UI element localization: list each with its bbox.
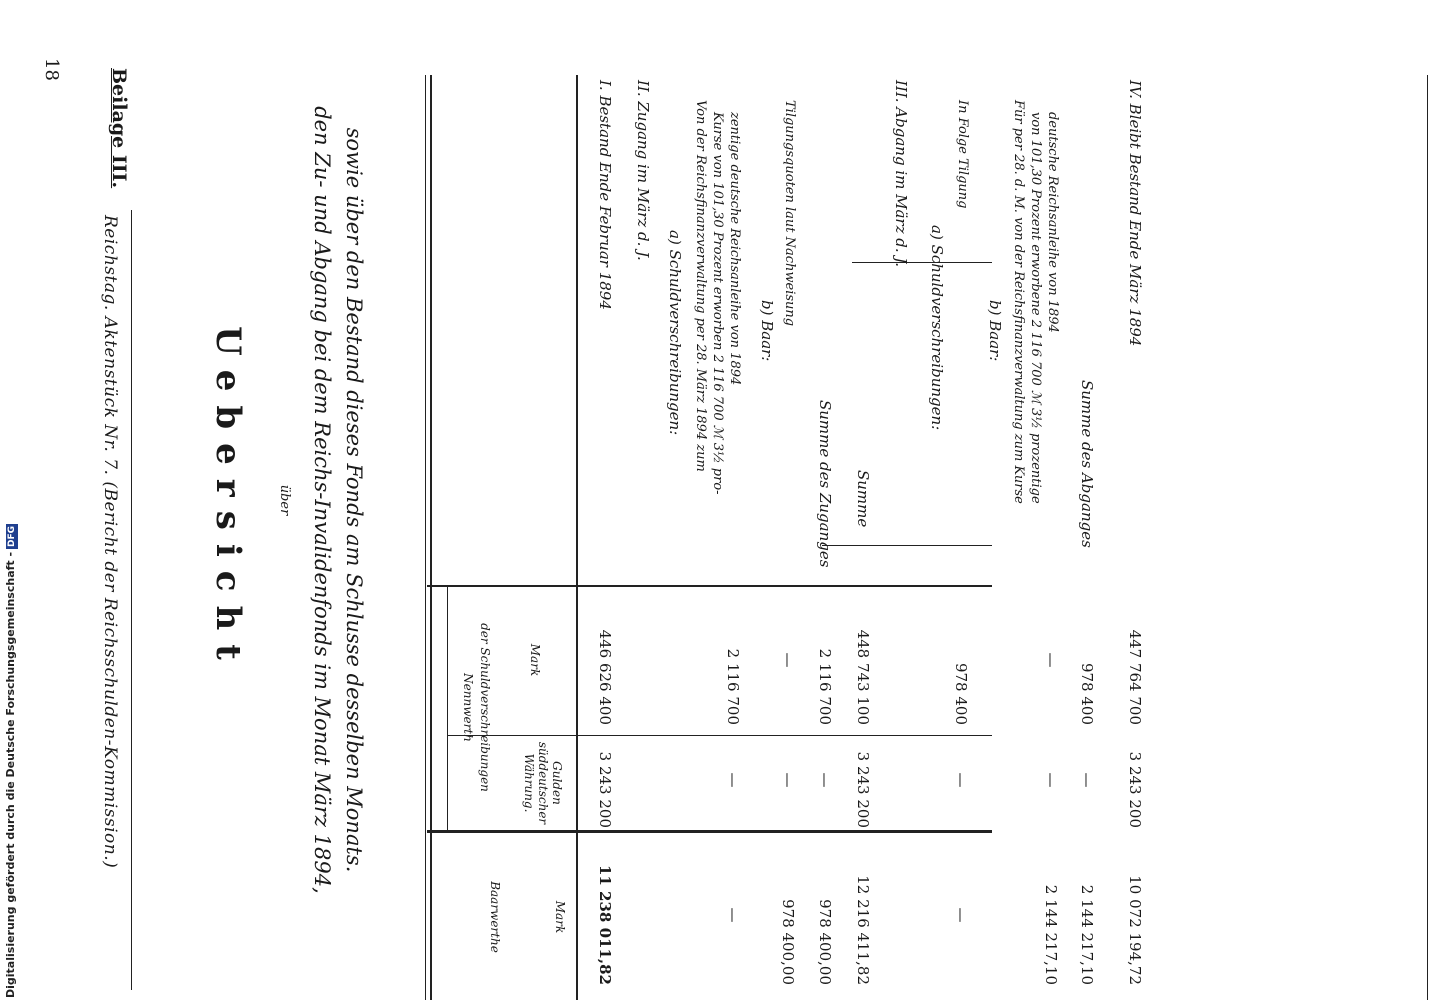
cell-bestand-maerz-gulden: 3 243 200 [1126, 751, 1144, 828]
row-zugang-a-text-2: Kurse von 101,30 Prozent erworben 2 116 700 ℳ 3½ pro- [710, 112, 725, 495]
row-abgang-b-text-3: deutsche Reichsanleihe von 1894 [1045, 112, 1060, 333]
header-subrule [447, 585, 448, 830]
row-zugang-a-heading: a) Schuldverschreibungen: [666, 230, 684, 436]
sum-zugang-rule [822, 545, 992, 546]
row-summe: Summe [854, 470, 872, 528]
row-abgang-a-heading: a) Schuldverschreibungen: [928, 225, 946, 431]
cell-abgang-a-baar: — [952, 907, 970, 923]
row-zugang-b-heading: b) Baar: [758, 300, 776, 362]
cell-abgang-b-gulden: — [1042, 772, 1060, 788]
cell-bestand-februar-baar: 11 238 011,82 [596, 864, 614, 985]
cell-summe-zugang-mark: 2 116 700 [816, 648, 834, 725]
col-header-schuldverschreibungen: der Schuldverschreibungen [478, 623, 492, 792]
document-title: Uebersicht [208, 326, 248, 674]
row-summe-zugang: Summe des Zuganges [816, 400, 834, 568]
row-bestand-februar: I. Bestand Ende Februar 1894 [596, 80, 614, 310]
column-divider-baar [427, 830, 992, 833]
table-top-rule-2 [425, 75, 426, 1000]
col-header-nennwerth: Nennwerth [461, 673, 475, 742]
cell-zugang-b-baar: 978 400,00 [779, 899, 797, 985]
cell-zugang-a-baar: — [724, 907, 742, 923]
row-zugang-a-text-3: zentige deutsche Reichsanleihe von 1894 [727, 112, 742, 386]
cell-bestand-maerz-baar: 10 072 194,72 [1126, 875, 1144, 985]
page-bottom-edge [1427, 75, 1428, 1000]
cell-summe-gulden: 3 243 200 [854, 751, 872, 828]
title-connector: über [277, 484, 292, 516]
cell-summe-abgang-gulden: — [1078, 772, 1096, 788]
row-zugang-a-text-1: Von der Reichsfinanzverwaltung per 28. März 1894 zum [693, 100, 708, 472]
cell-summe-zugang-baar: 978 400,00 [816, 899, 834, 985]
header-bottom-rule [576, 75, 578, 1000]
cell-abgang-a-gulden: — [952, 772, 970, 788]
subtitle-line-1: den Zu- und Abgang bei dem Reichs-Invalidenfonds im Monat März 1894, [310, 106, 334, 894]
sum-abgang-rule [852, 262, 992, 263]
cell-abgang-b-mark: — [1042, 652, 1060, 668]
dfg-logo: DFG [7, 525, 17, 547]
cell-zugang-b-gulden: — [779, 772, 797, 788]
cell-zugang-a-mark: 2 116 700 [724, 648, 742, 725]
cell-summe-mark: 448 743 100 [854, 629, 872, 725]
cell-summe-zugang-gulden: — [816, 772, 834, 788]
cell-abgang-a-mark: 978 400 [952, 662, 970, 725]
row-abgang-b-heading: b) Baar: [986, 300, 1004, 362]
cell-bestand-februar-gulden: 3 243 200 [596, 751, 614, 828]
row-zugang-heading: II. Zugang im März d. J. [634, 80, 652, 261]
digitization-credit [4, 524, 18, 998]
cell-abgang-b-baar: 2 144 217,10 [1042, 884, 1060, 985]
table-top-rule [430, 75, 432, 1000]
digitization-credit-text: Digitalisierung gefördert durch die Deutsche Forschungsgemeinschaft - [4, 551, 17, 998]
cell-summe-baar: 12 216 411,82 [854, 875, 872, 985]
cell-summe-abgang-baar: 2 144 217,10 [1078, 884, 1096, 985]
cell-summe-abgang-mark: 978 400 [1078, 662, 1096, 725]
row-abgang-b-text-1: Für per 28. d. M. von der Reichsfinanzverwaltung zum Kurse [1011, 100, 1026, 504]
column-divider-label [427, 585, 992, 587]
header-rule [131, 210, 132, 990]
cell-bestand-februar-mark: 446 626 400 [596, 629, 614, 725]
cell-zugang-a-gulden: — [724, 772, 742, 788]
row-bestand-maerz: IV. Bleibt Bestand Ende März 1894 [1126, 80, 1144, 347]
col-header-gulden: Gulden süddeutscher Währung. [522, 741, 564, 825]
col-header-mark-baar: Mark [553, 900, 567, 934]
page-number: 18 [41, 58, 62, 81]
beilage-label: Beilage III. [108, 68, 130, 189]
row-abgang-a-text: In Folge Tilgung [955, 100, 970, 209]
subtitle-line-2: sowie über den Bestand dieses Fonds am Schlusse desselben Monats. [342, 127, 366, 873]
row-abgang-heading: III. Abgang im März d. J. [892, 80, 910, 268]
column-divider-gulden [447, 735, 992, 736]
cell-bestand-maerz-mark: 447 764 700 [1126, 629, 1144, 725]
cell-zugang-b-mark: — [779, 652, 797, 668]
running-header: Reichstag. Aktenstück Nr. 7. (Bericht der Reichsschulden-Kommission.) [100, 215, 120, 869]
row-summe-abgang: Summe des Abganges [1078, 380, 1096, 548]
row-zugang-b-text: Tilgungsquoten laut Nachweisung [782, 100, 797, 327]
col-header-baarwerthe: Baarwerthe [488, 881, 502, 953]
col-header-mark: Mark [528, 643, 542, 677]
row-abgang-b-text-2: von 101,30 Prozent erworbene 2 116 700 ℳ 3½ prozentige [1028, 112, 1043, 504]
